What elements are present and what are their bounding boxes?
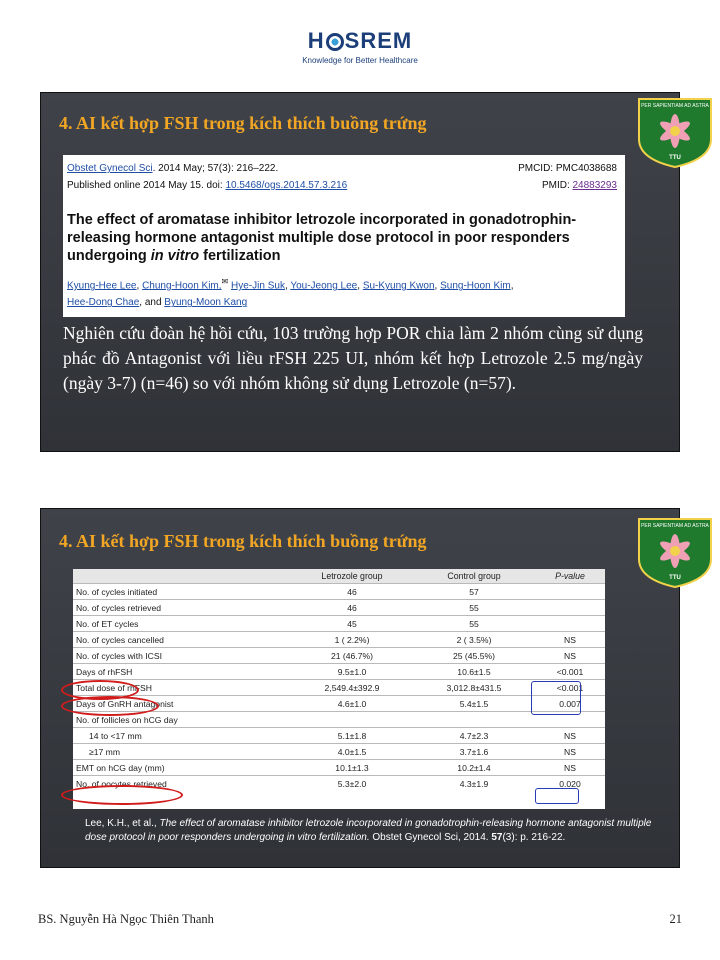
table-cell: 57 <box>413 584 535 600</box>
author-sep: , <box>434 280 441 292</box>
author-link[interactable]: Kyung-Hee Lee <box>67 280 137 292</box>
author-link[interactable]: Su-Kyung Kwon <box>362 280 435 292</box>
table-cell: 25 (45.5%) <box>413 648 535 664</box>
table-cell <box>291 712 413 728</box>
table-cell <box>535 616 605 632</box>
table-cell: 14 to <17 mm <box>73 728 291 744</box>
p-value-highlight-box <box>535 788 579 804</box>
table-row <box>73 664 605 680</box>
table-row <box>73 728 605 744</box>
slide-1 <box>40 92 709 452</box>
table-cell: 55 <box>413 616 535 632</box>
author-sep: , <box>136 280 143 292</box>
paper-title-part1: The effect of aromatase inhibitor letrozole incorporated in gonadotrophin-releasing hormone antagonist multiple dose protocol in poor responders undergoing <box>67 212 577 264</box>
table-cell: 55 <box>413 600 535 616</box>
table-cell <box>535 600 605 616</box>
table-cell: 10.1±1.3 <box>291 760 413 776</box>
table-row <box>73 712 605 728</box>
author-sep: , <box>284 280 291 292</box>
table-cell: NS <box>535 744 605 760</box>
table-row <box>73 760 605 776</box>
table-cell: Total dose of rhFSH <box>73 680 291 696</box>
paper-title <box>67 211 619 265</box>
table-cell: <0.001 <box>535 680 605 696</box>
table-cell: No. of cycles initiated <box>73 584 291 600</box>
highlight-ring <box>61 696 159 716</box>
page-number: 21 <box>669 912 682 926</box>
slide-2-title: 4. AI kết hợp FSH trong kích thích buồng trứng <box>59 531 427 551</box>
table-header-row <box>73 569 605 584</box>
table-cell: 46 <box>291 584 413 600</box>
pmcid: PMCID: PMC4038688 <box>518 163 617 174</box>
published-date: Published online 2014 May 15. doi: <box>67 180 226 191</box>
pmid-link[interactable]: 24883293 <box>572 180 617 191</box>
results-table <box>73 569 605 791</box>
author-link[interactable]: Hee-Dong Chae <box>67 297 140 309</box>
table-cell: 4.3±1.9 <box>413 776 535 792</box>
table-row <box>73 600 605 616</box>
logo-tagline: Knowledge for Better Healthcare <box>302 56 418 65</box>
author-and: , and <box>139 297 165 309</box>
footer-author: BS. Nguyễn Hà Ngọc Thiên Thanh <box>38 912 214 926</box>
p-value-highlight-box <box>531 681 581 715</box>
table-cell: No. of ET cycles <box>73 616 291 632</box>
citation-pages: (3): p. 216-22. <box>502 832 566 843</box>
table-cell: 5.1±1.8 <box>291 728 413 744</box>
slide-1-body: Nghiên cứu đoàn hệ hồi cứu, 103 trường hợp POR chia làm 2 nhóm cùng sử dụng phác đồ Antagonist với liều rFSH 225 UI, nhóm kết hợp Letrozole 2.5 mg/ngày (ngày 3-7) (n=46) so với nhóm không sử dụng Letrozole (n=57). <box>63 323 643 393</box>
table-cell: No. of cycles with ICSI <box>73 648 291 664</box>
table-row <box>73 632 605 648</box>
table-row <box>73 648 605 664</box>
citation-volume: 57 <box>491 832 503 843</box>
table-cell: 45 <box>291 616 413 632</box>
table-row <box>73 744 605 760</box>
crest-initials: TTU <box>669 155 681 161</box>
table-row <box>73 616 605 632</box>
author-link[interactable]: Hye-Jin Suk <box>231 280 285 292</box>
table-cell: No. of cycles retrieved <box>73 600 291 616</box>
pmid-label: PMID: <box>541 180 573 191</box>
author-link[interactable]: Byung-Moon Kang <box>164 297 248 309</box>
table-header: Letrozole group <box>291 569 413 584</box>
slide-2 <box>40 508 709 868</box>
paper-title-part2: fertilization <box>199 248 281 264</box>
table-cell: 9.5±1.0 <box>291 664 413 680</box>
table-cell: 10.6±1.5 <box>413 664 535 680</box>
globe-icon <box>326 33 344 51</box>
citation <box>85 817 665 845</box>
journal-link[interactable]: Obstet Gynecol Sci <box>67 163 153 174</box>
table-header: P-value <box>535 569 605 584</box>
table-cell: Days of rhFSH <box>73 664 291 680</box>
logo-letter-h: H <box>307 28 325 53</box>
table-cell: 46 <box>291 600 413 616</box>
table-cell: 21 (46.7%) <box>291 648 413 664</box>
table-cell: NS <box>535 648 605 664</box>
author-sep: , <box>357 280 363 292</box>
table-cell: 2 ( 3.5%) <box>413 632 535 648</box>
doi-link[interactable]: 10.5468/ogs.2014.57.3.216 <box>225 180 348 191</box>
highlight-ring <box>61 785 183 805</box>
journal-issue: . 2014 May; 57(3): 216–222. <box>152 163 279 174</box>
table-cell: EMT on hCG day (mm) <box>73 760 291 776</box>
table-cell: 4.6±1.0 <box>291 696 413 712</box>
author-sep: , <box>510 280 514 292</box>
table-cell <box>535 584 605 600</box>
university-crest-icon <box>635 93 715 169</box>
table-cell: 2,549.4±392.9 <box>291 680 413 696</box>
table-cell: No. of follicles on hCG day <box>73 712 291 728</box>
table-cell: 10.2±1.4 <box>413 760 535 776</box>
citation-title: The effect of aromatase inhibitor letrozole incorporated in gonadotrophin-releasing hormone antagonist multiple dose protocol in poor responders undergoing in vitro fertilization. <box>85 818 652 843</box>
table-cell: 5.4±1.5 <box>413 696 535 712</box>
table-cell: 4.7±2.3 <box>413 728 535 744</box>
table-cell: 3.7±1.6 <box>413 744 535 760</box>
author-link[interactable]: Chung-Hoon Kim, <box>142 280 222 292</box>
author-list <box>67 273 619 311</box>
table-cell: No. of cycles cancelled <box>73 632 291 648</box>
table-cell <box>413 712 535 728</box>
crest-initials: TTU <box>669 575 681 581</box>
citation-journal: Obstet Gynecol Sci, 2014. <box>369 832 492 843</box>
table-cell: 0.020 <box>535 776 605 792</box>
table-cell: NS <box>535 632 605 648</box>
paper-abstract-screenshot <box>63 155 625 317</box>
table-header: Control group <box>413 569 535 584</box>
table-cell: Days of GnRH antagonist <box>73 696 291 712</box>
table-cell: <0.001 <box>535 664 605 680</box>
citation-authors: Lee, K.H., et al., <box>85 818 160 829</box>
hosrem-logo <box>0 28 720 65</box>
table-cell: 0.007 <box>535 696 605 712</box>
envelope-icon[interactable]: ✉ <box>221 277 229 286</box>
slide-1-title: 4. AI kết hợp FSH trong kích thích buồng trứng <box>59 113 427 133</box>
table-cell: 1 ( 2.2%) <box>291 632 413 648</box>
table-cell: 5.3±2.0 <box>291 776 413 792</box>
table-header <box>73 569 291 584</box>
logo-letters-srem: SREM <box>344 28 413 53</box>
table-cell: NS <box>535 760 605 776</box>
table-cell: 4.0±1.5 <box>291 744 413 760</box>
crest-motto: PER SAPIENTIAM AD ASTRA <box>641 523 709 529</box>
table-row <box>73 584 605 600</box>
table-cell: NS <box>535 728 605 744</box>
table-cell: ≥17 mm <box>73 744 291 760</box>
author-link[interactable]: Sung-Hoon Kim <box>440 280 511 292</box>
results-table-panel <box>73 569 605 809</box>
table-cell: 3,012.8±431.5 <box>413 680 535 696</box>
crest-motto: PER SAPIENTIAM AD ASTRA <box>641 103 709 109</box>
paper-title-italic: in vitro <box>150 248 200 264</box>
university-crest-icon <box>635 513 715 589</box>
author-link[interactable]: You-Jeong Lee <box>290 280 358 292</box>
table-row <box>73 680 605 696</box>
table-cell: No. of oocytes retrieved <box>73 776 291 792</box>
